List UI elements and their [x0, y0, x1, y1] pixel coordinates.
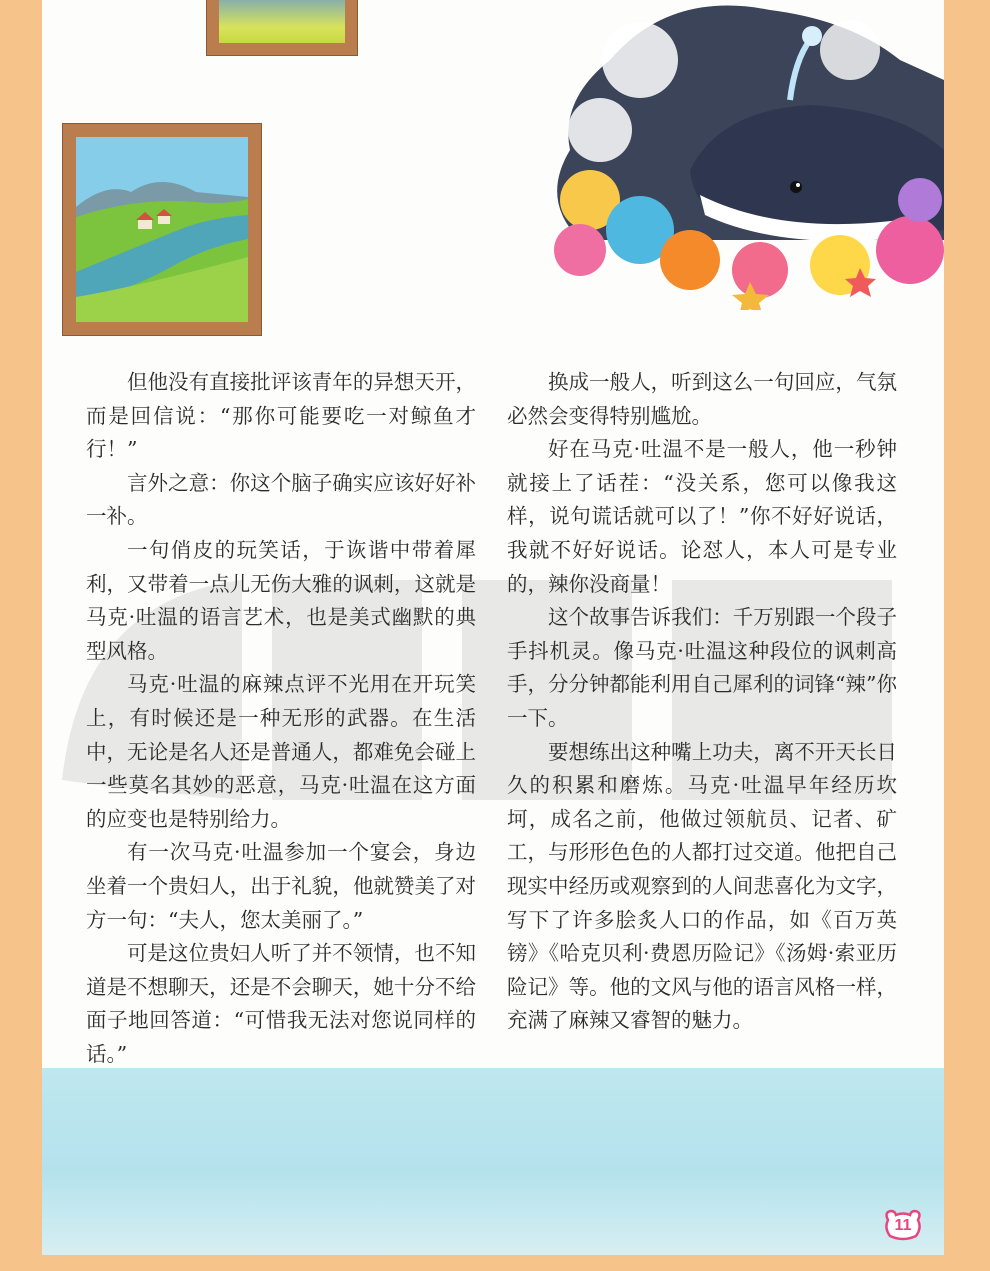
left-text-column	[86, 366, 476, 1071]
paragraph: 这个故事告诉我们：千万别跟一个段子手抖机灵。像马克·吐温这种段位的讽刺高手，分分钟都能利用自己犀利的词锋“辣”你一下。	[507, 605, 897, 730]
paragraph: 一句俏皮的玩笑话，于诙谐中带着犀利，又带着一点儿无伤大雅的讽刺，这就是马克·吐温的语言艺术，也是美式幽默的典型风格。	[86, 537, 476, 663]
landscape-painting	[76, 137, 248, 322]
paragraph: 好在马克·吐温不是一般人，他一秒钟就接上了话茬：“没关系，您可以像我这样，说句谎话就可以了！”你不好好说话，我就不好好说话。论怼人，本人可是专业的，辣你没商量！	[507, 437, 897, 596]
right-text-column	[507, 366, 897, 1038]
paragraph: 换成一般人，听到这么一句回应，气氛必然会变得特别尴尬。	[507, 370, 897, 428]
whale-illustration	[520, 0, 944, 310]
page-number: 11	[894, 1217, 912, 1234]
landscape-painting-frame	[62, 123, 262, 336]
painting-frame-top	[206, 0, 358, 56]
paragraph: 有一次马克·吐温参加一个宴会，身边坐着一个贵妇人，出于礼貌，他就赞美了对方一句：“夫人，您太美丽了。”	[86, 840, 476, 932]
paragraph: 但他没有直接批评该青年的异想天开，而是回信说：“那你可能要吃一对鲸鱼才行！”	[86, 370, 476, 462]
paragraph: 马克·吐温的麻辣点评不光用在开玩笑上，有时候还是一种无形的武器。在生活中，无论是名人还是普通人，都难免会碰上一些莫名其妙的恶意，马克·吐温在这方面的应变也是特别给力。	[86, 672, 476, 831]
page-number-badge	[882, 1208, 924, 1242]
paragraph: 言外之意：你这个脑子确实应该好好补一补。	[86, 470, 476, 529]
bottom-watercolor-wash	[42, 1068, 944, 1255]
paragraph: 可是这位贵妇人听了并不领情，也不知道是不想聊天，还是不会聊天，她十分不给面子地回答道：“可惜我无法对您说同样的话。”	[86, 941, 476, 1066]
book-page	[42, 0, 944, 1255]
paragraph: 要想练出这种嘴上功夫，离不开天长日久的积累和磨炼。马克·吐温早年经历坎坷，成名之前，他做过领航员、记者、矿工，与形形色色的人都打过交道。他把自己现实中经历或观察到的人间悲喜化为文字，写下了许多脍炙人口的作品，如《百万英镑》《哈克贝利·费恩历险记》《汤姆·索亚历险记》等。他的文风与他的语言风格一样，充满了麻辣又睿智的魅力。	[507, 739, 897, 1033]
